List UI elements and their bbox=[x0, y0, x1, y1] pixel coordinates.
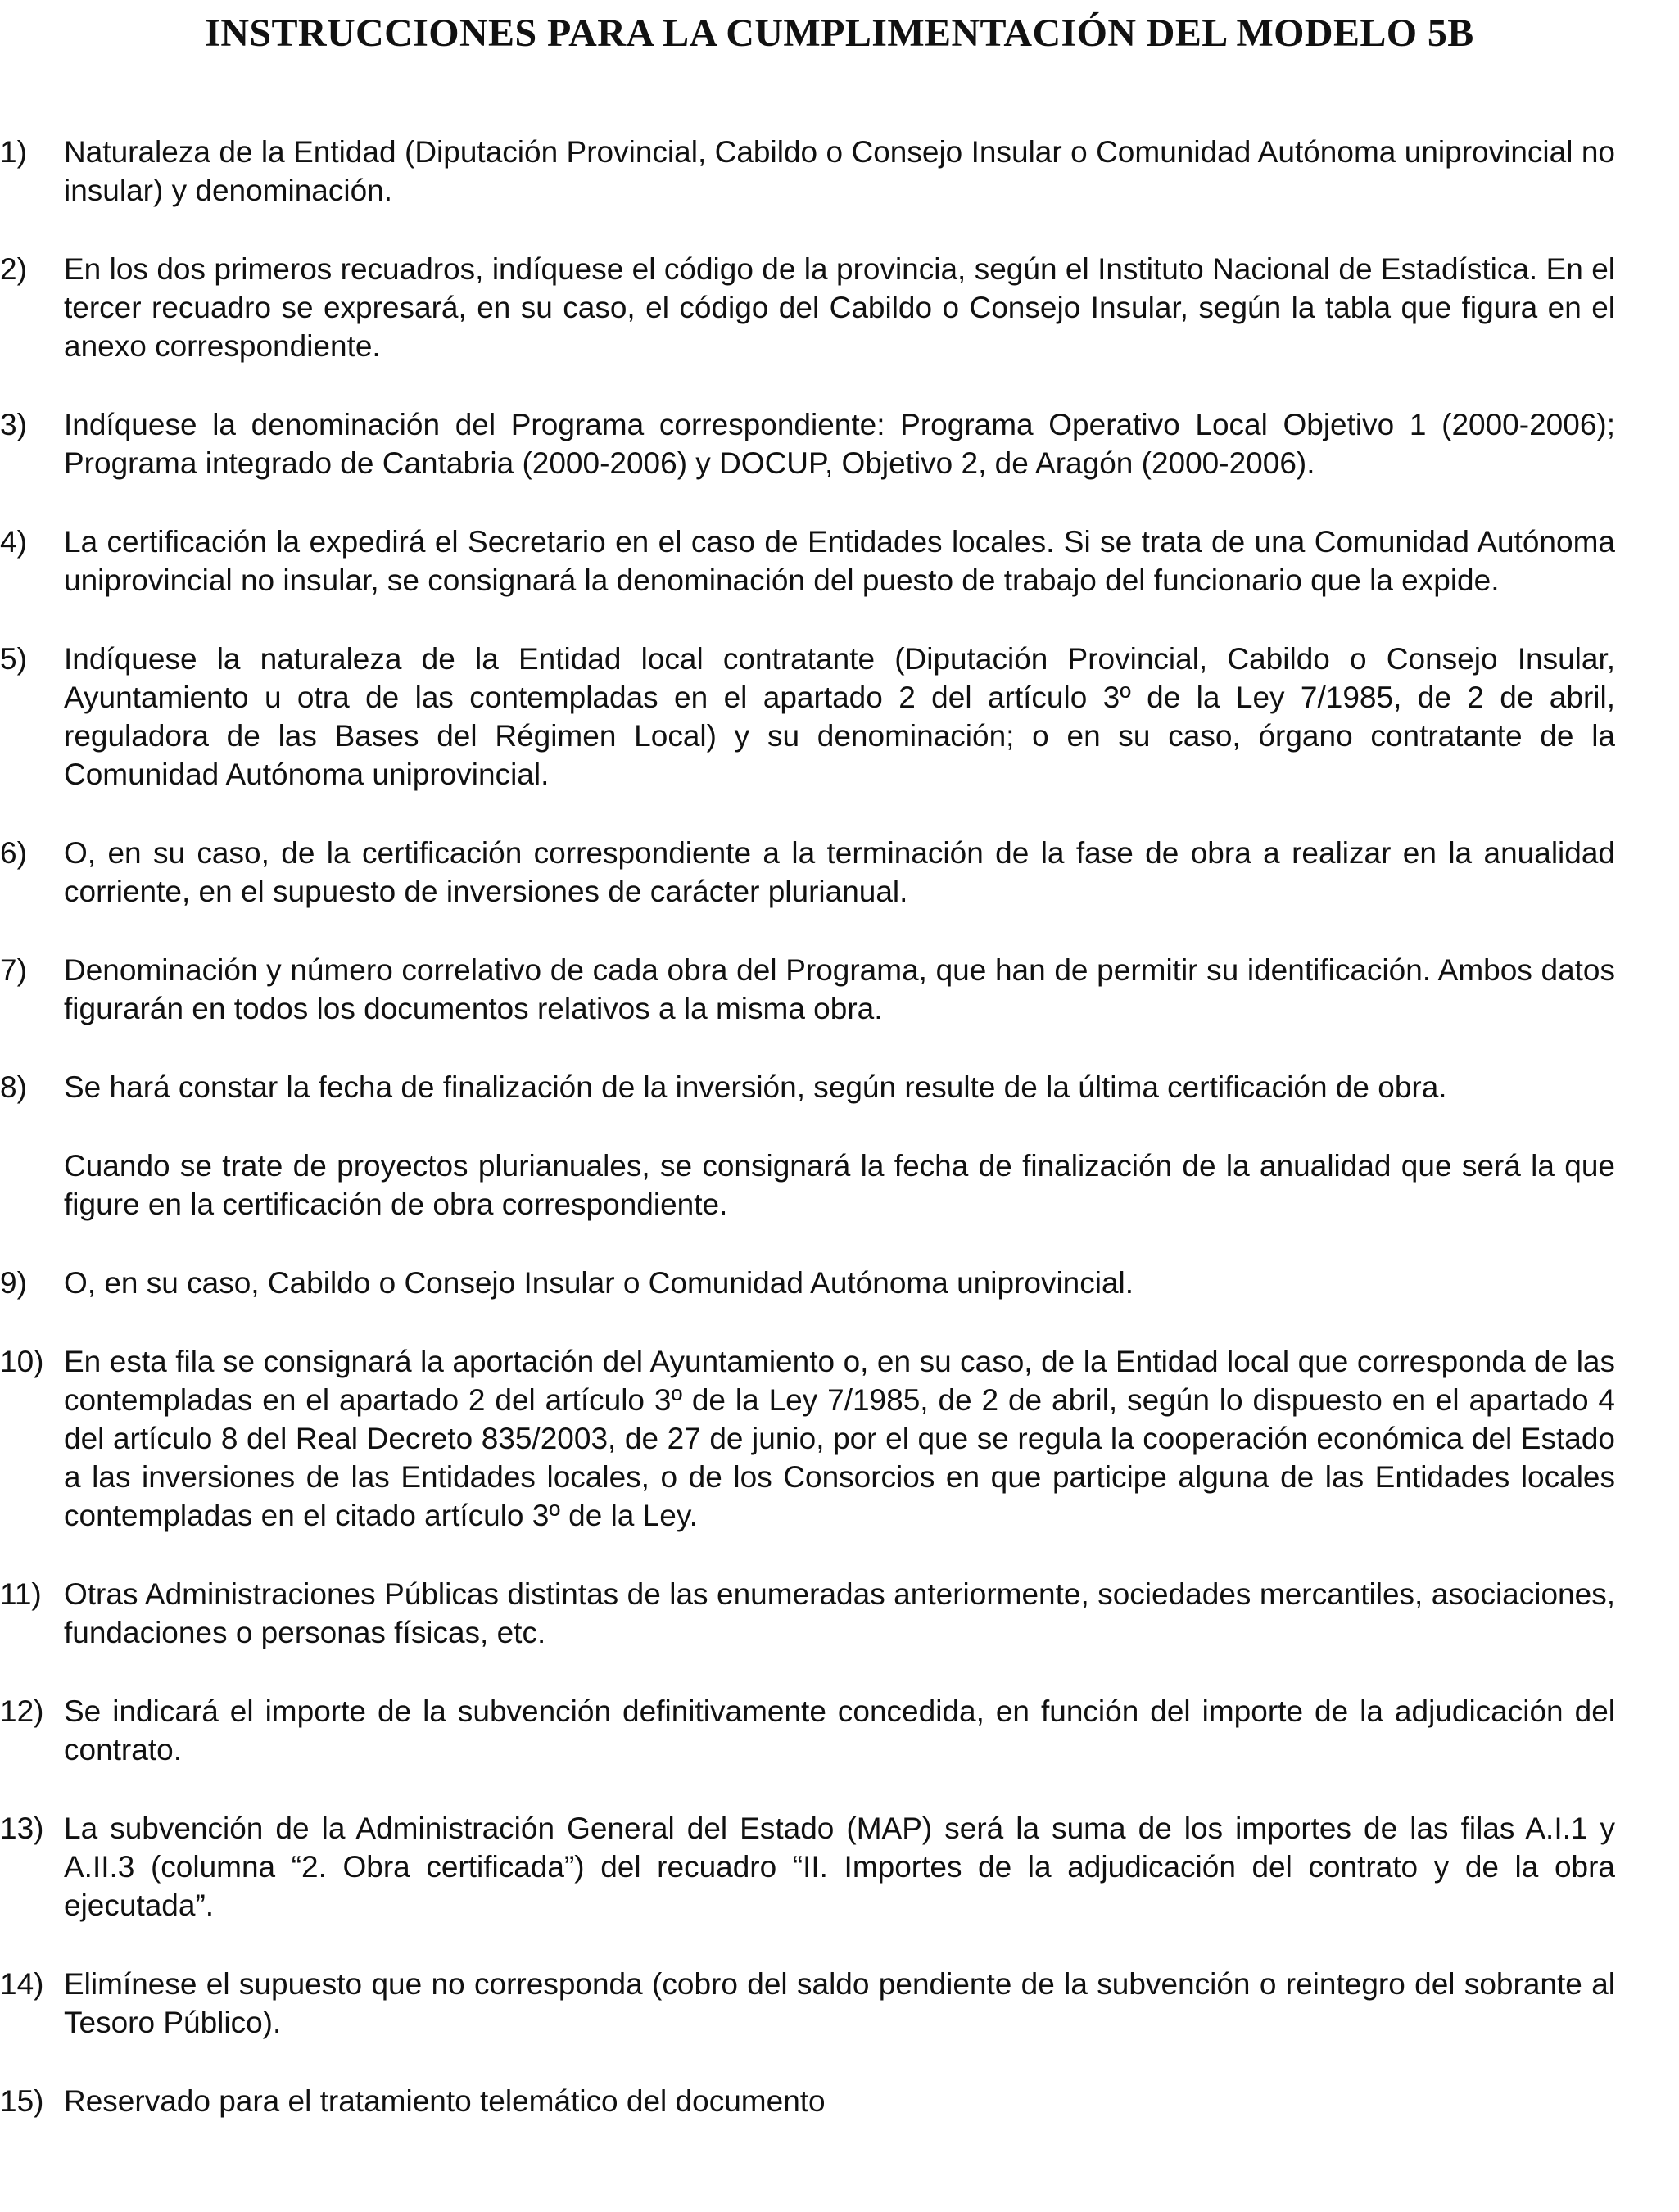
item-number: 14) bbox=[0, 1967, 44, 2001]
item-number: 2) bbox=[0, 252, 27, 286]
instruction-item-9 bbox=[0, 1264, 1615, 1302]
item-number: 15) bbox=[0, 2084, 44, 2118]
instruction-item-2 bbox=[0, 250, 1615, 365]
instructions-list bbox=[0, 133, 1679, 2160]
item-number: 9) bbox=[0, 1266, 27, 1300]
instruction-item-4 bbox=[0, 522, 1615, 599]
instruction-item-15 bbox=[0, 2082, 1615, 2120]
item-text: Elimínese el supuesto que no corresponda (cobro del saldo pendiente de la subvención o reintegro del sobrante al Tesoro Público). bbox=[64, 1967, 1615, 2039]
instruction-item-13 bbox=[0, 1809, 1615, 1925]
item-number: 1) bbox=[0, 135, 27, 169]
item-text: Se hará constar la fecha de finalización de la inversión, según resulte de la última certificación de obra. bbox=[64, 1070, 1447, 1104]
instruction-item-11 bbox=[0, 1575, 1615, 1652]
document-title: INSTRUCCIONES PARA LA CUMPLIMENTACIÓN DEL MODELO 5B bbox=[205, 11, 1474, 55]
item-number: 13) bbox=[0, 1812, 44, 1845]
item-text: Otras Administraciones Públicas distintas de las enumeradas anteriormente, sociedades mercantiles, asociaciones, fundaciones o personas físicas, etc. bbox=[64, 1577, 1615, 1649]
item-text: La subvención de la Administración General del Estado (MAP) será la suma de los importes de las filas A.I.1 y A.II.3 (columna “2. Obra certificada”) del recuadro “II. Importes de la adjudicación del contrato y de la obra ejecutada”. bbox=[64, 1812, 1615, 1922]
item-text: En esta fila se consignará la aportación del Ayuntamiento o, en su caso, de la Entidad local que corresponda de las contempladas en el apartado 2 del artículo 3º de la Ley 7/1985, de 2 de abril, según lo dispuesto en el apartado 4 del artículo 8 del Real Decreto 835/2003, de 27 de junio, por el que se regula la cooperación económica del Estado a las inversiones de las Entidades locales, o de los Consorcios en que participe alguna de las Entidades locales contempladas en el citado artículo 3º de la Ley. bbox=[64, 1345, 1615, 1532]
item-text: Naturaleza de la Entidad (Diputación Provincial, Cabildo o Consejo Insular o Comunidad Autónoma uniprovincial no insular) y denominación. bbox=[64, 135, 1615, 207]
item-number: 7) bbox=[0, 953, 27, 987]
instruction-item-7 bbox=[0, 951, 1615, 1028]
item-text: La certificación la expedirá el Secretario en el caso de Entidades locales. Si se trata de una Comunidad Autónoma uniprovincial no insular, se consignará la denominación del puesto de trabajo del funcionario que la expide. bbox=[64, 525, 1615, 597]
item-number: 3) bbox=[0, 408, 27, 441]
instruction-item-3 bbox=[0, 405, 1615, 482]
instruction-item-6 bbox=[0, 834, 1615, 911]
instruction-item-5 bbox=[0, 640, 1615, 794]
item-text: Denominación y número correlativo de cada obra del Programa, que han de permitir su identificación. Ambos datos figurarán en todos los documentos relativos a la misma obra. bbox=[64, 953, 1615, 1025]
item-number: 10) bbox=[0, 1345, 44, 1378]
item-number: 11) bbox=[0, 1577, 42, 1611]
item-text: Indíquese la denominación del Programa correspondiente: Programa Operativo Local Objetivo 1 (2000-2006); Programa integrado de Cantabria (2000-2006) y DOCUP, Objetivo 2, de Aragón (2000-2006). bbox=[64, 408, 1615, 480]
item-text-continuation: Cuando se trate de proyectos plurianuales, se consignará la fecha de finalización de la anualidad que será la que figure en la certificación de obra correspondiente. bbox=[64, 1149, 1615, 1221]
item-text: Reservado para el tratamiento telemático del documento bbox=[64, 2084, 826, 2118]
instruction-item-12 bbox=[0, 1692, 1615, 1769]
item-number: 5) bbox=[0, 642, 27, 676]
instruction-item-1 bbox=[0, 133, 1615, 210]
item-number: 8) bbox=[0, 1070, 27, 1104]
item-number: 4) bbox=[0, 525, 27, 559]
item-text: O, en su caso, de la certificación correspondiente a la terminación de la fase de obra a realizar en la anualidad corriente, en el supuesto de inversiones de carácter plurianual. bbox=[64, 836, 1615, 908]
instruction-item-10 bbox=[0, 1342, 1615, 1535]
item-number: 6) bbox=[0, 836, 27, 870]
item-text: Se indicará el importe de la subvención definitivamente concedida, en función del importe de la adjudicación del contrato. bbox=[64, 1694, 1615, 1766]
item-text: En los dos primeros recuadros, indíquese el código de la provincia, según el Instituto Nacional de Estadística. En el tercer recuadro se expresará, en su caso, el código del Cabildo o Consejo Insular, según la tabla que figura en el anexo correspondiente. bbox=[64, 252, 1615, 363]
item-text: O, en su caso, Cabildo o Consejo Insular o Comunidad Autónoma uniprovincial. bbox=[64, 1266, 1134, 1300]
instruction-item-8 bbox=[0, 1068, 1615, 1224]
item-number: 12) bbox=[0, 1694, 44, 1728]
item-text: Indíquese la naturaleza de la Entidad local contratante (Diputación Provincial, Cabildo o Consejo Insular, Ayuntamiento u otra de las contempladas en el apartado 2 del artículo 3º de la Ley 7/1985, de 2 de abril, reguladora de las Bases del Régimen Local) y su denominación; o en su caso, órgano contratante de la Comunidad Autónoma uniprovincial. bbox=[64, 642, 1615, 791]
instruction-item-14 bbox=[0, 1965, 1615, 2042]
